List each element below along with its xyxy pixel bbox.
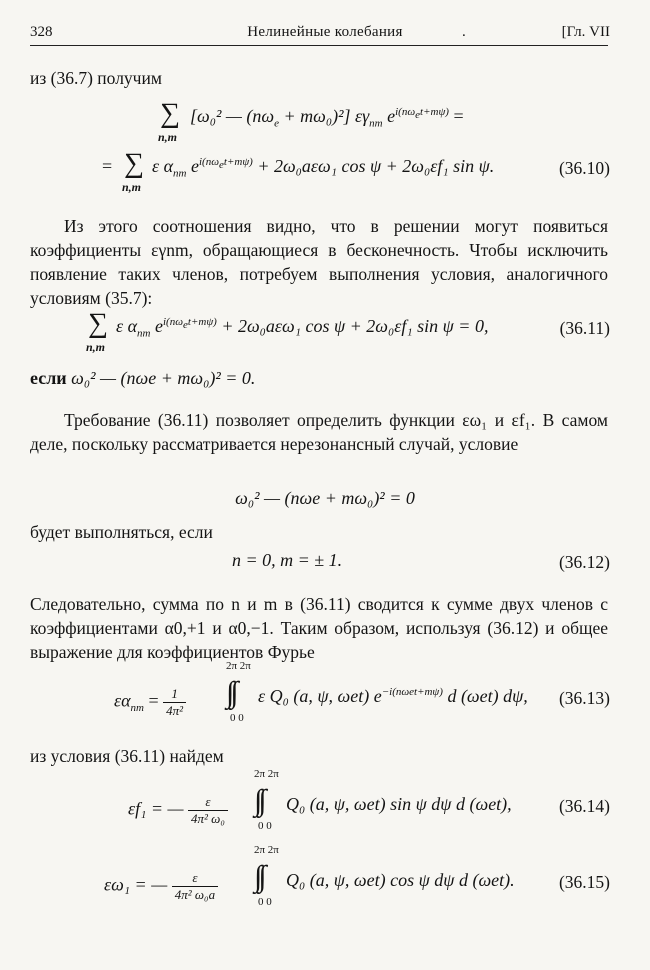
- fraction: [163, 686, 186, 719]
- integral-lower-limits: 0 0: [258, 820, 272, 832]
- sum-symbol-36-10b: ∑ n,m: [122, 148, 144, 194]
- equation-number-36-13: (36.13): [558, 688, 610, 708]
- paragraph-5: Следовательно, сумма по n и m в (36.11) сводится к сумме двух членов с коэффициентами α0,+1 и α0,−1. Таким образом, используя (36.12) и общее выражение для коэффициентов Фурье: [30, 594, 608, 662]
- eq-36-13-tail: d (ωet) dψ,: [447, 686, 528, 706]
- eq-36-10-rest: + mω₀)²] εγ: [283, 106, 370, 126]
- integral-lower-limits: 0 0: [230, 712, 244, 724]
- equation-number-36-10: (36.10): [558, 158, 610, 178]
- eq-36-13-exponent: −i(nωet+mψ): [381, 686, 443, 698]
- intro-text: из (36.7) получим: [30, 68, 162, 88]
- eq-36-13-lhs-text: εα: [114, 690, 131, 711]
- eq-36-11-tail: + 2ω₀aεω₁ cos ψ + 2ω₀εf₁ sin ψ = 0,: [221, 316, 489, 336]
- eq-36-10-eps-a: ε α: [152, 156, 174, 176]
- sum-limits: n,m: [158, 130, 178, 144]
- fraction-denominator: 4π² ω₀: [191, 811, 225, 826]
- condition-formula: ω₀² — (nωe + mω₀)² = 0.: [71, 368, 256, 388]
- eq-36-10-line2: ε $\alpha_{nm}$ $e^{i(n\omega_et+m\psi)} + 2\omega_0a\varepsilon\omega_1$ cos ψ + 2ω₀εf₁ sin ψ.: [152, 156, 495, 180]
- eq-36-12: n = 0, m = ± 1.: [232, 550, 343, 570]
- eq-36-10-bracket: [ω₀² — (nω: [190, 106, 275, 126]
- fraction-numerator: ε: [172, 870, 218, 887]
- eq-36-10-exp: i(nω: [395, 106, 416, 118]
- resonance-condition: ω₀² — (nωe + mω₀)² = 0: [235, 488, 415, 508]
- running-title: Нелинейные колебания: [247, 24, 403, 40]
- fraction-denominator: 4π² ω₀a: [174, 887, 216, 902]
- equation-number-36-11: (36.11): [559, 318, 610, 338]
- sum-limits: n,m: [122, 180, 142, 194]
- eq-36-10-tail: + 2ω₀aεω₁ cos ψ + 2ω₀εf₁ sin ψ.: [257, 156, 495, 176]
- eq-36-13-integrand: [258, 686, 528, 707]
- fraction-numerator: ε: [188, 794, 228, 811]
- eq-36-13-lhs: $\varepsilon\alpha_{nm}$ = $\frac{1}{\text{4π²}}$: [114, 686, 186, 719]
- eq-36-10-line1: [ω₀² — $(n\omega_e + m\omega_0)^2$] $\varepsilon\gamma_{nm}$ $e^{i(n\omega_et+m\psi)}$ =: [190, 106, 464, 130]
- fraction-denominator: 4π²: [166, 703, 184, 718]
- equation-number-36-12: (36.12): [558, 552, 610, 572]
- eq-36-15-integrand: Q₀ (a, ψ, ωet) cos ψ dψ d (ωet).: [286, 870, 515, 890]
- eq-36-10-eq-sign: =: [102, 156, 113, 176]
- condition-word: если: [30, 368, 67, 388]
- eq-36-14-lhs: [128, 794, 228, 827]
- header-rule: [30, 45, 608, 46]
- condition-line: [30, 368, 255, 389]
- double-integral-36-14: ∫∫ 2π 2π 0 0: [254, 768, 279, 832]
- fraction: [188, 794, 228, 827]
- paragraph-3: Требование (36.11) позволяет определить функции εω₁ и εf₁. В самом деле, поскольку рассматривается нерезонансный случай, условие: [30, 410, 608, 454]
- double-integral-36-13: ∫∫ 2π 2π 0 0: [226, 660, 251, 724]
- paragraph-4: будет выполняться, если: [30, 522, 213, 542]
- eq-36-14-integrand: Q₀ (a, ψ, ωet) sin ψ dψ d (ωet),: [286, 794, 512, 814]
- fraction-numerator: 1: [163, 686, 186, 703]
- chapter-label: [Гл. VII: [561, 24, 610, 40]
- integral-upper-limits: 2π 2π: [254, 844, 279, 856]
- eq-36-11: ε $\alpha_{nm}$ $e^{i(n\omega_et+m\psi)} + 2\omega_0a\varepsilon\omega_1$ cos ψ + 2ω₀εf₁ sin ψ = 0,: [116, 316, 489, 340]
- page-number: 328: [30, 24, 53, 40]
- header-dot: .: [462, 24, 466, 40]
- eq-36-15-lhs: [104, 870, 218, 903]
- sum-symbol-36-11: ∑ n,m: [86, 308, 108, 354]
- integral-upper-limits: 2π 2π: [254, 768, 279, 780]
- eq-36-13-integrand-text: ε Q₀ (a, ψ, ωet) e: [258, 686, 382, 706]
- equation-number-36-14: (36.14): [558, 796, 610, 816]
- paragraph-6: из условия (36.11) найдем: [30, 746, 224, 766]
- eq-36-15-lhs-text: εω₁ = —: [104, 874, 168, 895]
- fraction: [172, 870, 218, 903]
- integral-lower-limits: 0 0: [258, 896, 272, 908]
- sum-symbol-36-10a: ∑ n,m: [158, 98, 180, 144]
- sum-limits: n,m: [86, 340, 106, 354]
- double-integral-36-15: ∫∫ 2π 2π 0 0: [254, 844, 279, 908]
- equation-number-36-15: (36.15): [558, 872, 610, 892]
- paragraph-2: Из этого соотношения видно, что в решении могут появиться коэффициенты εγnm, обращающиеся в бесконечность. Чтобы исключить появление таких членов, потребуем выполнения условия, аналогичного условиям (35.7):: [30, 216, 608, 308]
- integral-upper-limits: 2π 2π: [226, 660, 251, 672]
- eq-36-14-lhs-text: εf₁ = —: [128, 798, 184, 819]
